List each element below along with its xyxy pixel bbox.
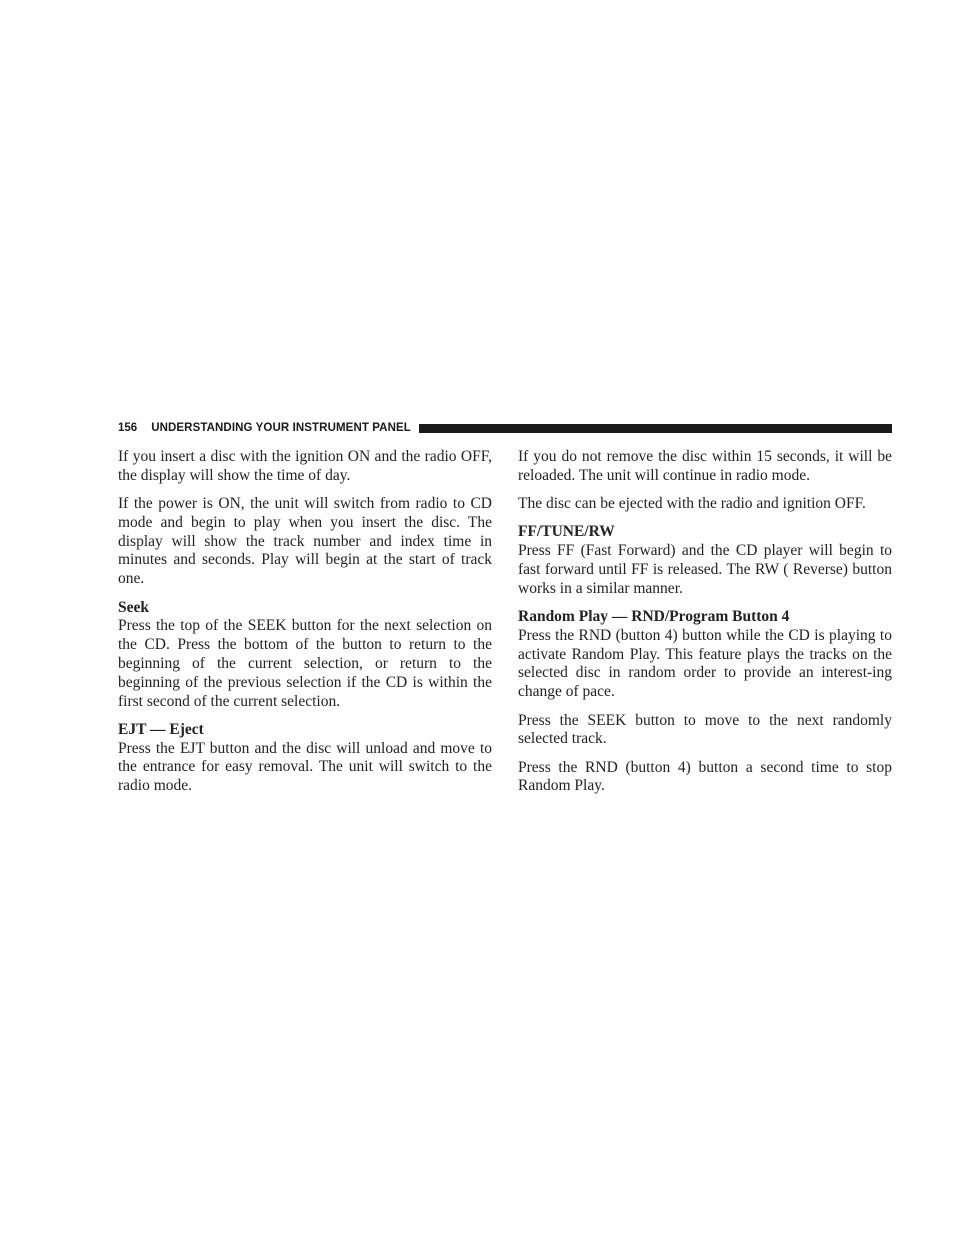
random-play-heading: Random Play — RND/Program Button 4 xyxy=(518,608,790,626)
left-column xyxy=(118,448,492,806)
reload-paragraph: If you do not remove the disc within 15 seconds, it will be reloaded. The unit will continue in radio mode. xyxy=(518,448,892,484)
eject-heading: EJT — Eject xyxy=(118,720,204,738)
eject-off-paragraph: The disc can be ejected with the radio and ignition OFF. xyxy=(518,495,866,513)
section-title: UNDERSTANDING YOUR INSTRUMENT PANEL xyxy=(151,422,411,434)
page-number: 156 xyxy=(118,422,138,434)
insert-disc-paragraph: If you insert a disc with the ignition ON and the radio OFF, the display will show the time of day. xyxy=(118,448,492,484)
seek-paragraph: Press the top of the SEEK button for the next selection on the CD. Press the bottom of the button to return to the beginning of the current selection, or return to the beginning of the previous selection if the CD is within the first second of the current selection. xyxy=(118,617,492,710)
right-column xyxy=(518,448,892,806)
stop-random-paragraph: Press the RND (button 4) button a second time to stop Random Play. xyxy=(518,758,892,795)
power-on-paragraph: If the power is ON, the unit will switch from radio to CD mode and begin to play when you insert the disc. The display will show the track number and index time in minutes and seconds. Play will begin at the start of track one. xyxy=(118,495,492,588)
seek-heading: Seek xyxy=(118,598,149,616)
fftune-heading: FF/TUNE/RW xyxy=(518,523,615,541)
page-header xyxy=(118,420,892,436)
seek-random-paragraph: Press the SEEK button to move to the next randomly selected track. xyxy=(518,711,892,748)
header-rule-bar xyxy=(419,424,892,433)
eject-paragraph: Press the EJT button and the disc will unload and move to the entrance for easy removal. The unit will switch to the radio mode. xyxy=(118,739,492,795)
fftune-paragraph: Press FF (Fast Forward) and the CD player will begin to fast forward until FF is released. The RW ( Reverse) button works in a similar manner. xyxy=(518,542,892,597)
random-play-paragraph: Press the RND (button 4) button while the CD is playing to activate Random Play. This feature plays the tracks on the selected disc in random order to provide an interest-ing change of pace. xyxy=(518,626,892,701)
